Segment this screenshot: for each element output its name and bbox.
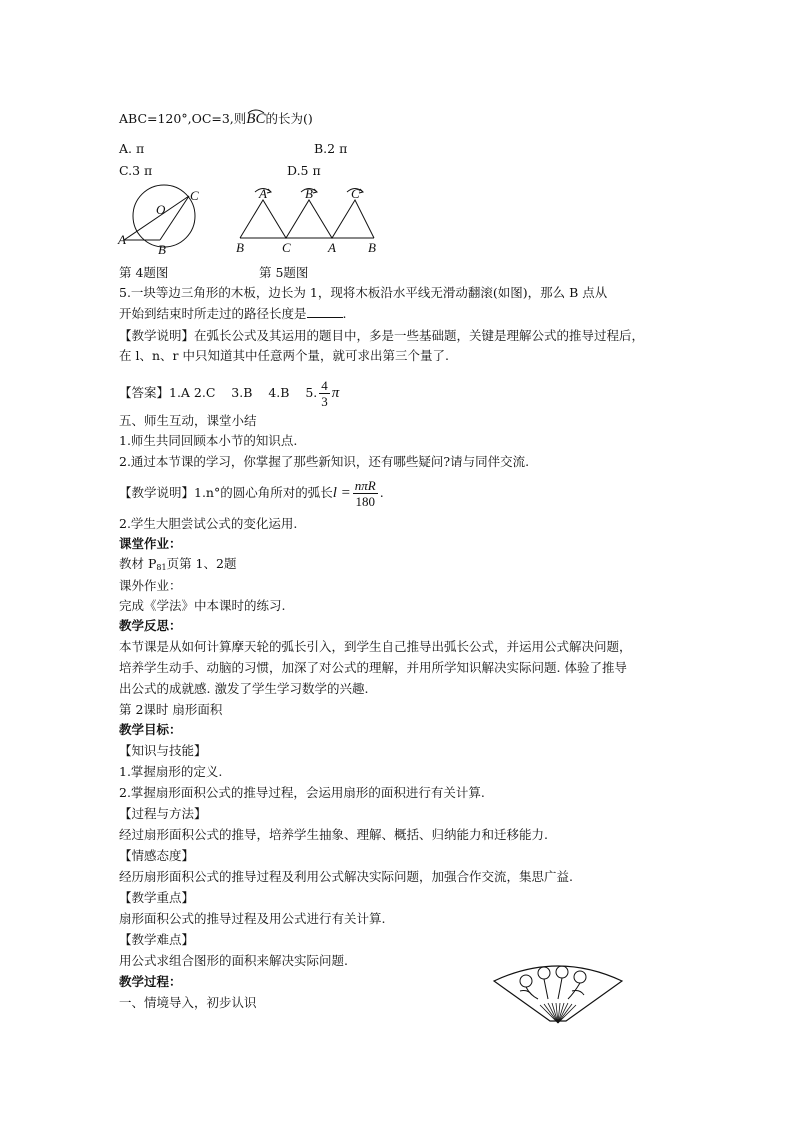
lesson2-emotion-title: 【情感态度】	[119, 848, 195, 863]
figure5-label-top-c: C	[351, 186, 360, 201]
lesson2-procedure-1: 一、情境导入，初步认识	[119, 995, 257, 1010]
lesson2-goals-title: 教学目标：	[119, 722, 182, 737]
q4-stem	[119, 111, 313, 127]
note2-lhs: l =	[332, 485, 351, 501]
figure5-label-b2: B	[368, 240, 376, 255]
lesson2-key-title: 【教学重点】	[119, 890, 195, 905]
caption-fig5: 第 5题图	[259, 265, 309, 280]
note2-formula-line	[119, 478, 384, 509]
figure5-label-b1: B	[236, 240, 244, 255]
q5-line1: 5.一块等边三角形的木板，边长为 1，现将木板沿水平线无滑动翻滚(如图)，那么 B 点从	[119, 285, 608, 300]
q4-stem-post: 的长为()	[265, 111, 313, 126]
q5-answer-blank	[307, 305, 343, 318]
reflection-line1: 本节课是从如何计算摩天轮的弧长引入，到学生自己推导出弧长公式，并运用公式解决问题，	[119, 639, 632, 654]
reflection-line3: 出公式的成就感. 激发了学生学习数学的兴趣.	[119, 681, 369, 696]
q4-option-d: D.5 π	[287, 163, 321, 178]
lesson2-procedure-title: 教学过程：	[119, 974, 182, 989]
answer-frac-num: 4	[321, 378, 328, 393]
homework-line-pre: 教材 P	[119, 556, 157, 571]
q4-option-b: B.2 π	[314, 141, 348, 156]
homework-title: 课堂作业：	[119, 536, 182, 551]
lesson2-knowledge-2: 2.掌握扇形面积公式的推导过程，会运用扇形的面积进行有关计算.	[119, 785, 485, 800]
lesson2-knowledge-1: 1.掌握扇形的定义.	[119, 764, 223, 779]
fan-illustration	[488, 955, 628, 1027]
lesson2-process-title: 【过程与方法】	[119, 806, 207, 821]
note1-line2: 在 l、n、r 中只知道其中任意两个量，就可求出第三个量了.	[119, 348, 449, 363]
section5-item2: 2.通过本节课的学习，你掌握了那些新知识，还有哪些疑问?请与同伴交流.	[119, 454, 530, 469]
figure4-label-o: O	[156, 202, 166, 217]
note2-frac-den: 180	[355, 494, 376, 509]
arc-mark-icon	[246, 108, 266, 114]
answer-text: 【答案】1.A 2.C 3.B 4.B 5.	[119, 385, 318, 400]
note1-line1: 【教学说明】在弧长公式及其运用的题目中，多是一些基础题，关键是理解公式的推导过程后，	[119, 328, 645, 343]
figure5-label-top-a: A	[259, 186, 267, 201]
lesson2-process-1: 经过扇形面积公式的推导，培养学生抽象、理解、概括、归纳能力和迁移能力.	[119, 827, 548, 842]
figure5-label-a: A	[328, 240, 336, 255]
q4-option-c: C.3 π	[119, 163, 153, 178]
q5-line2	[119, 305, 347, 322]
fan-ribs	[540, 1003, 576, 1023]
q5-line2-pre: 开始到结束时所走过的路径长度是	[119, 306, 307, 321]
answer-frac-den: 3	[321, 394, 328, 409]
note2-post: .	[379, 485, 384, 500]
figure4-label-c: C	[190, 188, 199, 203]
note2-pre: 【教学说明】1.n°的圆心角所对的弧长	[119, 485, 333, 500]
q4-arc-text: BC	[246, 111, 266, 127]
q5-line2-post: .	[342, 306, 347, 321]
homework-line	[119, 556, 236, 576]
q4-option-a: A. π	[119, 141, 145, 156]
figure4-circle-diagram	[116, 182, 206, 256]
note2-fraction	[353, 478, 378, 509]
section5-title: 五、师生互动，课堂小结	[119, 413, 257, 428]
homework-extra-title: 课外作业：	[119, 578, 182, 593]
lesson2-key-1: 扇形面积公式的推导过程及用公式进行有关计算.	[119, 911, 386, 926]
answer-line	[119, 378, 339, 409]
flower-icon	[520, 966, 586, 999]
note2-item2: 2.学生大胆尝试公式的变化运用.	[119, 516, 298, 531]
figure5-triangle-diagram	[234, 182, 384, 256]
figure5-label-top-b: B	[305, 186, 313, 201]
figure4-label-b: B	[158, 242, 166, 256]
reflection-title: 教学反思：	[119, 618, 182, 633]
q4-arc-bc	[246, 111, 265, 127]
lesson2-difficulty-title: 【教学难点】	[119, 932, 195, 947]
fan-outline	[494, 966, 622, 1021]
lesson2-emotion-1: 经历扇形面积公式的推导过程及利用公式解决实际问题，加强合作交流，集思广益.	[119, 869, 573, 884]
lesson2-title: 第 2课时 扇形面积	[119, 702, 223, 717]
q4-stem-pre: ABC=120°,OC=3,则	[119, 111, 247, 126]
reflection-line2: 培养学生动手、动脑的习惯，加深了对公式的理解，并用所学知识解决实际问题. 体验了推导	[119, 660, 627, 675]
caption-fig4: 第 4题图	[119, 265, 169, 280]
lesson2-difficulty-1: 用公式求组合图形的面积来解决实际问题.	[119, 953, 348, 968]
figure4-label-a: A	[118, 232, 126, 247]
homework-line-sub: 81	[156, 563, 167, 572]
note2-frac-num: nπR	[354, 478, 376, 493]
answer-pi: π	[331, 385, 340, 401]
homework-line-post: 页第 1、2题	[166, 556, 237, 571]
figure5-triangles	[240, 200, 374, 238]
section5-item1: 1.师生共同回顾本小节的知识点.	[119, 433, 298, 448]
figure5-label-c: C	[282, 240, 291, 255]
homework-extra-line: 完成《学法》中本课时的练习.	[119, 598, 286, 613]
lesson2-knowledge-title: 【知识与技能】	[119, 743, 207, 758]
answer-fraction	[319, 378, 330, 409]
